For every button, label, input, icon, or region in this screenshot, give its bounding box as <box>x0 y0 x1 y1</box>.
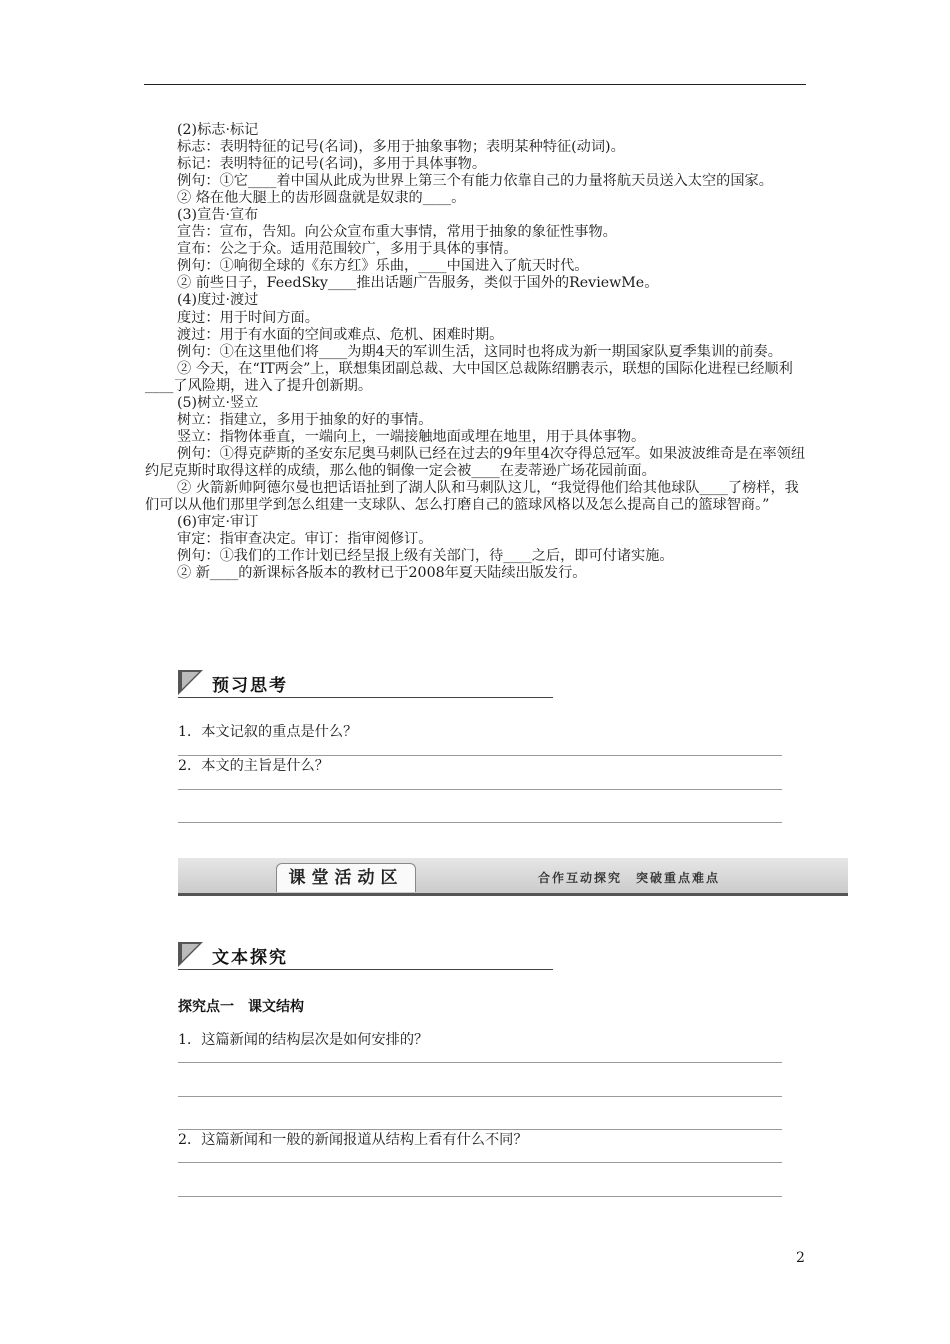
page-number: 2 <box>796 1250 805 1266</box>
preview-question-1: 1．本文记叙的重点是什么？ <box>178 724 358 740</box>
banner-subtitle: 合作互动探究 突破重点难点 <box>538 871 721 885</box>
vocab-paragraph: 审定：指审查决定。审订：指审阅修订。 <box>177 531 433 548</box>
answer-line <box>178 1196 782 1197</box>
preview-section-header <box>178 668 553 698</box>
vocab-paragraph: (2)标志·标记 <box>177 122 259 138</box>
answer-line <box>178 789 782 790</box>
answer-line <box>178 822 782 823</box>
preview-question-2: 2．本文的主旨是什么？ <box>178 758 329 774</box>
answer-line <box>178 1162 782 1163</box>
answer-line <box>178 1096 782 1097</box>
inquiry-question-1: 1．这篇新闻的结构层次是如何安排的？ <box>178 1032 429 1048</box>
vocab-paragraph: (6)审定·审订 <box>177 514 259 531</box>
vocab-paragraph: ② 火箭新帅阿德尔曼也把话语扯到了湖人队和马刺队这儿，“我觉得他们给其他球队____了榜样，我们可以从他们那里学到怎么组建一支球队、怎么打磨自己的篮球风格以及怎么提高自己的篮球智商。” <box>145 479 799 514</box>
vocab-paragraph: ② 烙在他大腿上的齿形圆盘就是奴隶的____。 <box>177 190 466 207</box>
vocabulary-notes <box>145 122 807 582</box>
vocab-paragraph: 宣布：公之于众。适用范围较广，多用于具体的事情。 <box>177 241 518 258</box>
vocab-paragraph: (3)宣告·宣布 <box>177 207 259 224</box>
vocab-paragraph: 例句：①响彻全球的《东方红》乐曲，____中国进入了航天时代。 <box>177 258 589 275</box>
vocab-paragraph: 例句：①它____着中国从此成为世界上第三个有能力依靠自己的力量将航天员送入太空的国家。 <box>177 173 773 190</box>
vocab-paragraph: ② 前些日子，FeedSky____推出话题广告服务，类似于国外的ReviewMe。 <box>177 275 659 292</box>
vocab-paragraph: ② 今天，在“IT两会”上，联想集团副总裁、大中国区总裁陈绍鹏表示，联想的国际化进程已经顺利____了风险期，进入了提升创新期。 <box>145 360 793 394</box>
vocab-paragraph: 树立：指建立，多用于抽象的好的事情。 <box>177 411 433 428</box>
vocab-paragraph: 例句：①我们的工作计划已经呈报上级有关部门，待____之后，即可付诸实施。 <box>177 548 674 565</box>
text-section-title: 文本探究 <box>212 948 288 968</box>
vocab-paragraph: 度过：用于时间方面。 <box>177 309 319 326</box>
classroom-activity-banner <box>178 858 848 896</box>
vocab-paragraph: 例句：①得克萨斯的圣安东尼奥马刺队已经在过去的9年里4次夺得总冠军。如果波波维奇是在率领纽约尼克斯时取得这样的成绩，那么他的铜像一定会被____在麦蒂逊广场花园前面。 <box>145 445 806 479</box>
header-rule <box>144 84 806 85</box>
vocab-paragraph: 标志：表明特征的记号(名词)，多用于抽象事物；表明某种特征(动词)。 <box>177 139 625 156</box>
vocab-paragraph: 标记：表明特征的记号(名词)，多用于具体事物。 <box>177 156 487 173</box>
vocab-paragraph: 渡过：用于有水面的空间或难点、危机、困难时期。 <box>177 326 504 343</box>
vocab-paragraph: 宣告：宣布，告知。向公众宣布重大事情，常用于抽象的象征性事物。 <box>177 224 617 241</box>
text-section-header <box>178 940 553 970</box>
vocab-paragraph: 例句：①在这里他们将____为期4天的军训生活，这同时也将成为新一期国家队夏季集训的前奏。 <box>177 343 782 360</box>
vocab-paragraph: (4)度过·渡过 <box>177 292 259 309</box>
inquiry-point-title: 探究点一 课文结构 <box>178 999 304 1015</box>
vocab-paragraph: ② 新____的新课标各版本的教材已于2008年夏天陆续出版发行。 <box>177 565 587 582</box>
answer-line <box>178 1062 782 1063</box>
inquiry-question-2: 2．这篇新闻和一般的新闻报道从结构上看有什么不同？ <box>178 1132 528 1148</box>
banner-title: 课堂活动区 <box>276 863 416 892</box>
vocab-paragraph: (5)树立·竖立 <box>177 394 259 411</box>
vocab-paragraph: 竖立：指物体垂直，一端向上，一端接触地面或埋在地里，用于具体事物。 <box>177 428 646 445</box>
preview-section-title: 预习思考 <box>212 676 288 696</box>
